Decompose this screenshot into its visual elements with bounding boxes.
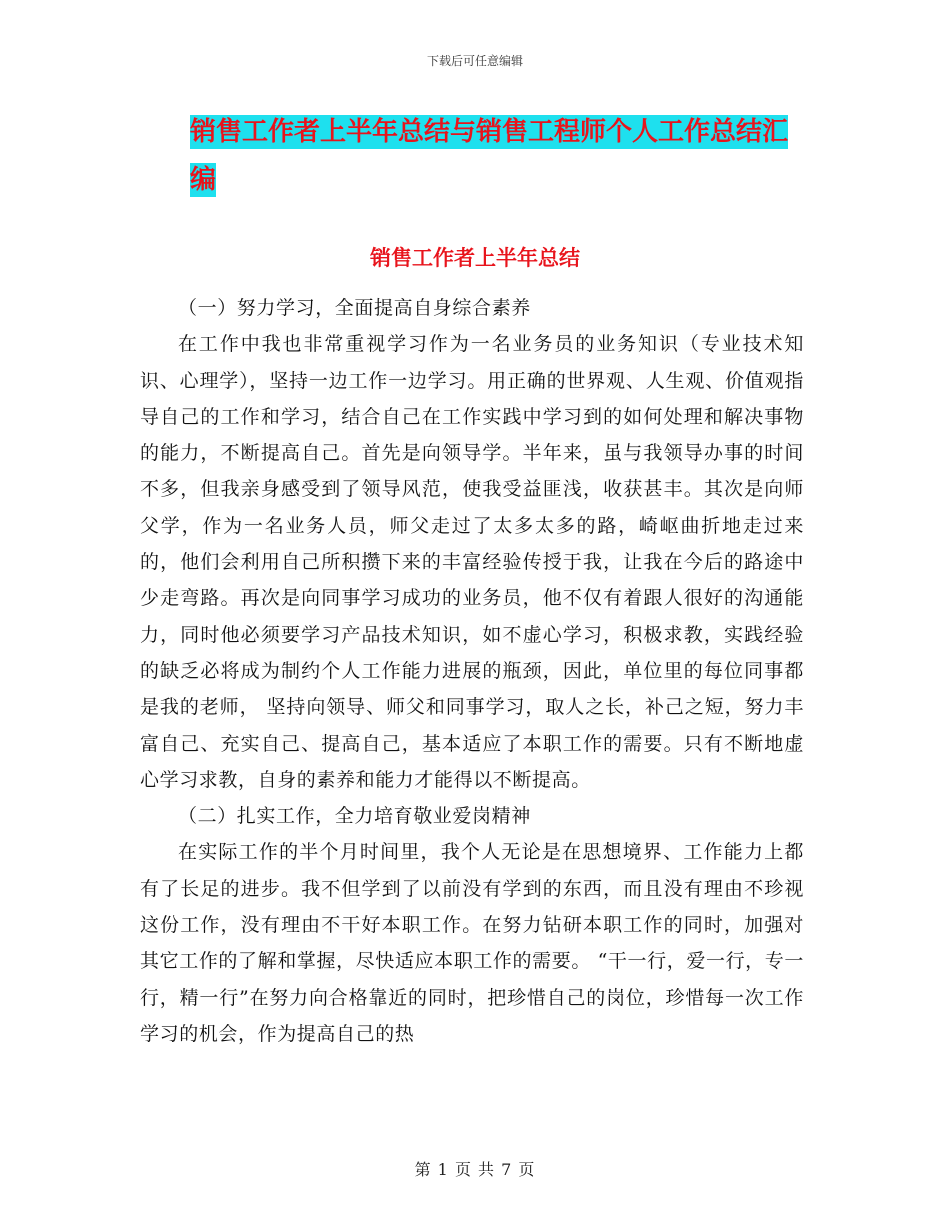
page-number: 第 1 页 共 7 页 xyxy=(414,1160,536,1179)
subheading-paragraph: （二）扎实工作，全力培育敬业爱岗精神 xyxy=(178,805,531,828)
document-title-text: 销售工作者上半年总结与销售工程师个人工作总结汇编 xyxy=(190,117,789,195)
section-title: 销售工作者上半年总结 xyxy=(370,246,580,270)
body-paragraph: 在工作中我也非常重视学习作为一名业务员的业务知识（专业技术知识、心理学），坚持一边工作一边学习。用正确的世界观、人生观、价值观指导自己的工作和学习，结合自己在工作实践中学习到的如何处理和解决事物的能力，不断提高自己。首先是向领导学。半年来，虽与我领导办事的时间不多，但我亲身感受到了领导风范，使我受益匪浅，收获甚丰。其次是向师父学，作为一名业务人员，师父走过了太多太多的路，崎岖曲折地走过来的，他们会利用自己所积攒下来的丰富经验传授于我，让我在今后的路途中少走弯路。再次是向同事学习成功的业务员，他不仅有着跟人很好的沟通能力，同时他必须要学习产品技术知识，如不虚心学习，积极求教，实践经验的缺乏必将成为制约个人工作能力进展的瓶颈，因此，单位里的每位同事都是我的老师， 坚持向领导、师父和同事学习，取人之长，补己之短，努力丰富自己、充实自己、提高自己，基本适应了本职工作的需要。只有不断地虚心学习求教，自身的素养和能力才能得以不断提高。 xyxy=(140,333,804,791)
document-title xyxy=(190,108,810,204)
header-note: 下载后可任意编辑 xyxy=(426,54,523,68)
document-body xyxy=(140,290,804,1052)
subheading-paragraph: （一）努力学习，全面提高自身综合素养 xyxy=(178,297,531,319)
body-paragraph: 在实际工作的半个月时间里，我个人无论是在思想境界、工作能力上都有了长足的进步。我不但学到了以前没有学到的东西，而且没有理由不珍视这份工作，没有理由不干好本职工作。在努力钻研本职工作的同时，加强对其它工作的了解和掌握，尽快适应本职工作的需要。 “干一行，爱一行，专一行，精一行”在努力向合格靠近的同时，把珍惜自己的岗位，珍惜每一次工作学习的机会，作为提高自己的热 xyxy=(140,841,804,1045)
